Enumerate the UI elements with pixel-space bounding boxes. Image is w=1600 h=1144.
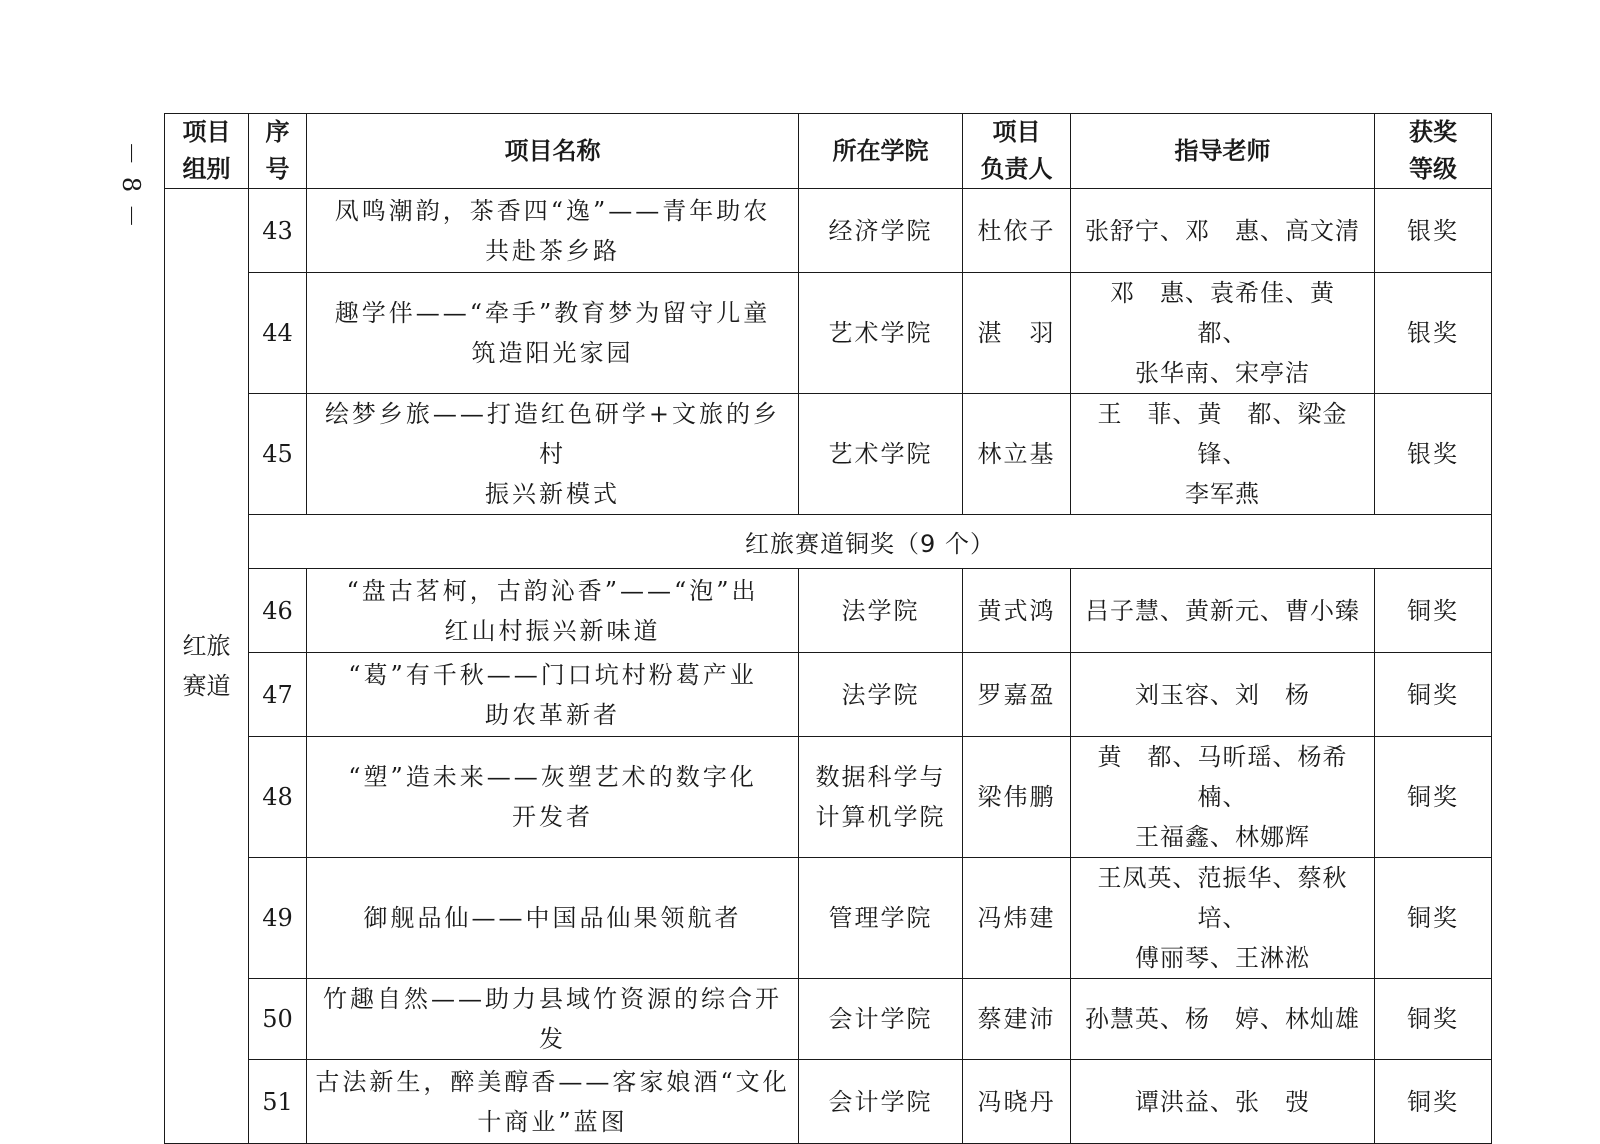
award-level-cell: 铜奖 bbox=[1375, 1060, 1492, 1144]
header-college: 所在学院 bbox=[799, 114, 963, 189]
leader-cell: 梁伟鹏 bbox=[963, 737, 1071, 858]
table-row bbox=[165, 569, 1492, 653]
table-row bbox=[165, 394, 1492, 515]
header-seq: 序 号 bbox=[249, 114, 307, 189]
project-name-cell: 竹趣自然——助力县域竹资源的综合开发 bbox=[307, 979, 799, 1060]
section-row bbox=[165, 515, 1492, 569]
college-cell: 会计学院 bbox=[799, 1060, 963, 1144]
table-row bbox=[165, 273, 1492, 394]
award-level-cell: 铜奖 bbox=[1375, 653, 1492, 737]
page-number bbox=[116, 140, 148, 230]
seq-cell: 44 bbox=[249, 273, 307, 394]
award-level-cell: 铜奖 bbox=[1375, 737, 1492, 858]
seq-cell: 43 bbox=[249, 189, 307, 273]
header-level: 获奖 等级 bbox=[1375, 114, 1492, 189]
leader-cell: 冯晓丹 bbox=[963, 1060, 1071, 1144]
college-cell: 管理学院 bbox=[799, 858, 963, 979]
advisors-cell: 张舒宁、邓 惠、高文清 bbox=[1071, 189, 1375, 273]
project-name-cell: “葛”有千秋——门口坑村粉葛产业 助农革新者 bbox=[307, 653, 799, 737]
advisors-cell: 吕子慧、黄新元、曹小臻 bbox=[1071, 569, 1375, 653]
advisors-cell: 谭洪益、张 弢 bbox=[1071, 1060, 1375, 1144]
seq-cell: 51 bbox=[249, 1060, 307, 1144]
award-level-cell: 铜奖 bbox=[1375, 979, 1492, 1060]
college-cell: 法学院 bbox=[799, 569, 963, 653]
awards-table bbox=[164, 113, 1492, 1144]
leader-cell: 罗嘉盈 bbox=[963, 653, 1071, 737]
advisors-cell: 王凤英、范振华、蔡秋培、 傅丽琴、王淋淞 bbox=[1071, 858, 1375, 979]
table-row bbox=[165, 737, 1492, 858]
project-name-cell: 御舰品仙——中国品仙果领航者 bbox=[307, 858, 799, 979]
table-row bbox=[165, 189, 1492, 273]
advisors-cell: 黄 都、马昕瑶、杨希楠、 王福鑫、林娜辉 bbox=[1071, 737, 1375, 858]
table-row bbox=[165, 979, 1492, 1060]
seq-cell: 45 bbox=[249, 394, 307, 515]
advisors-cell: 刘玉容、刘 杨 bbox=[1071, 653, 1375, 737]
advisors-cell: 邓 惠、袁希佳、黄 都、 张华南、宋亭洁 bbox=[1071, 273, 1375, 394]
award-level-cell: 银奖 bbox=[1375, 273, 1492, 394]
leader-cell: 湛 羽 bbox=[963, 273, 1071, 394]
college-cell: 法学院 bbox=[799, 653, 963, 737]
college-cell: 艺术学院 bbox=[799, 394, 963, 515]
leader-cell: 杜依子 bbox=[963, 189, 1071, 273]
header-name: 项目名称 bbox=[307, 114, 799, 189]
leader-cell: 蔡建沛 bbox=[963, 979, 1071, 1060]
award-level-cell: 银奖 bbox=[1375, 394, 1492, 515]
section-title: 红旅赛道铜奖（9 个） bbox=[249, 515, 1492, 569]
seq-cell: 48 bbox=[249, 737, 307, 858]
seq-cell: 46 bbox=[249, 569, 307, 653]
seq-cell: 50 bbox=[249, 979, 307, 1060]
project-name-cell: “盘古茗柯，古韵沁香”——“泡”出 红山村振兴新味道 bbox=[307, 569, 799, 653]
project-name-cell: 趣学伴——“牵手”教育梦为留守儿童 筑造阳光家园 bbox=[307, 273, 799, 394]
project-name-cell: 凤鸣潮韵，茶香四“逸”——青年助农 共赴茶乡路 bbox=[307, 189, 799, 273]
page-number-text: － 8 － bbox=[116, 140, 145, 230]
group-cell: 红旅 赛道 bbox=[165, 189, 249, 1144]
project-name-cell: 绘梦乡旅——打造红色研学+文旅的乡村 振兴新模式 bbox=[307, 394, 799, 515]
seq-cell: 49 bbox=[249, 858, 307, 979]
college-cell: 艺术学院 bbox=[799, 273, 963, 394]
project-name-cell: “塑”造未来——灰塑艺术的数字化 开发者 bbox=[307, 737, 799, 858]
leader-cell: 林立基 bbox=[963, 394, 1071, 515]
award-level-cell: 铜奖 bbox=[1375, 858, 1492, 979]
header-group: 项目 组别 bbox=[165, 114, 249, 189]
leader-cell: 冯炜建 bbox=[963, 858, 1071, 979]
seq-cell: 47 bbox=[249, 653, 307, 737]
project-name-cell: 古法新生，醉美醇香——客家娘酒“文化 十商业”蓝图 bbox=[307, 1060, 799, 1144]
college-cell: 数据科学与 计算机学院 bbox=[799, 737, 963, 858]
advisors-cell: 王 菲、黄 都、梁金锋、 李军燕 bbox=[1071, 394, 1375, 515]
award-level-cell: 银奖 bbox=[1375, 189, 1492, 273]
advisors-cell: 孙慧英、杨 婷、林灿雄 bbox=[1071, 979, 1375, 1060]
header-leader: 项目 负责人 bbox=[963, 114, 1071, 189]
table-row bbox=[165, 858, 1492, 979]
table-row bbox=[165, 653, 1492, 737]
header-advisors: 指导老师 bbox=[1071, 114, 1375, 189]
leader-cell: 黄式鸿 bbox=[963, 569, 1071, 653]
header-row bbox=[165, 114, 1492, 189]
college-cell: 经济学院 bbox=[799, 189, 963, 273]
award-level-cell: 铜奖 bbox=[1375, 569, 1492, 653]
college-cell: 会计学院 bbox=[799, 979, 963, 1060]
